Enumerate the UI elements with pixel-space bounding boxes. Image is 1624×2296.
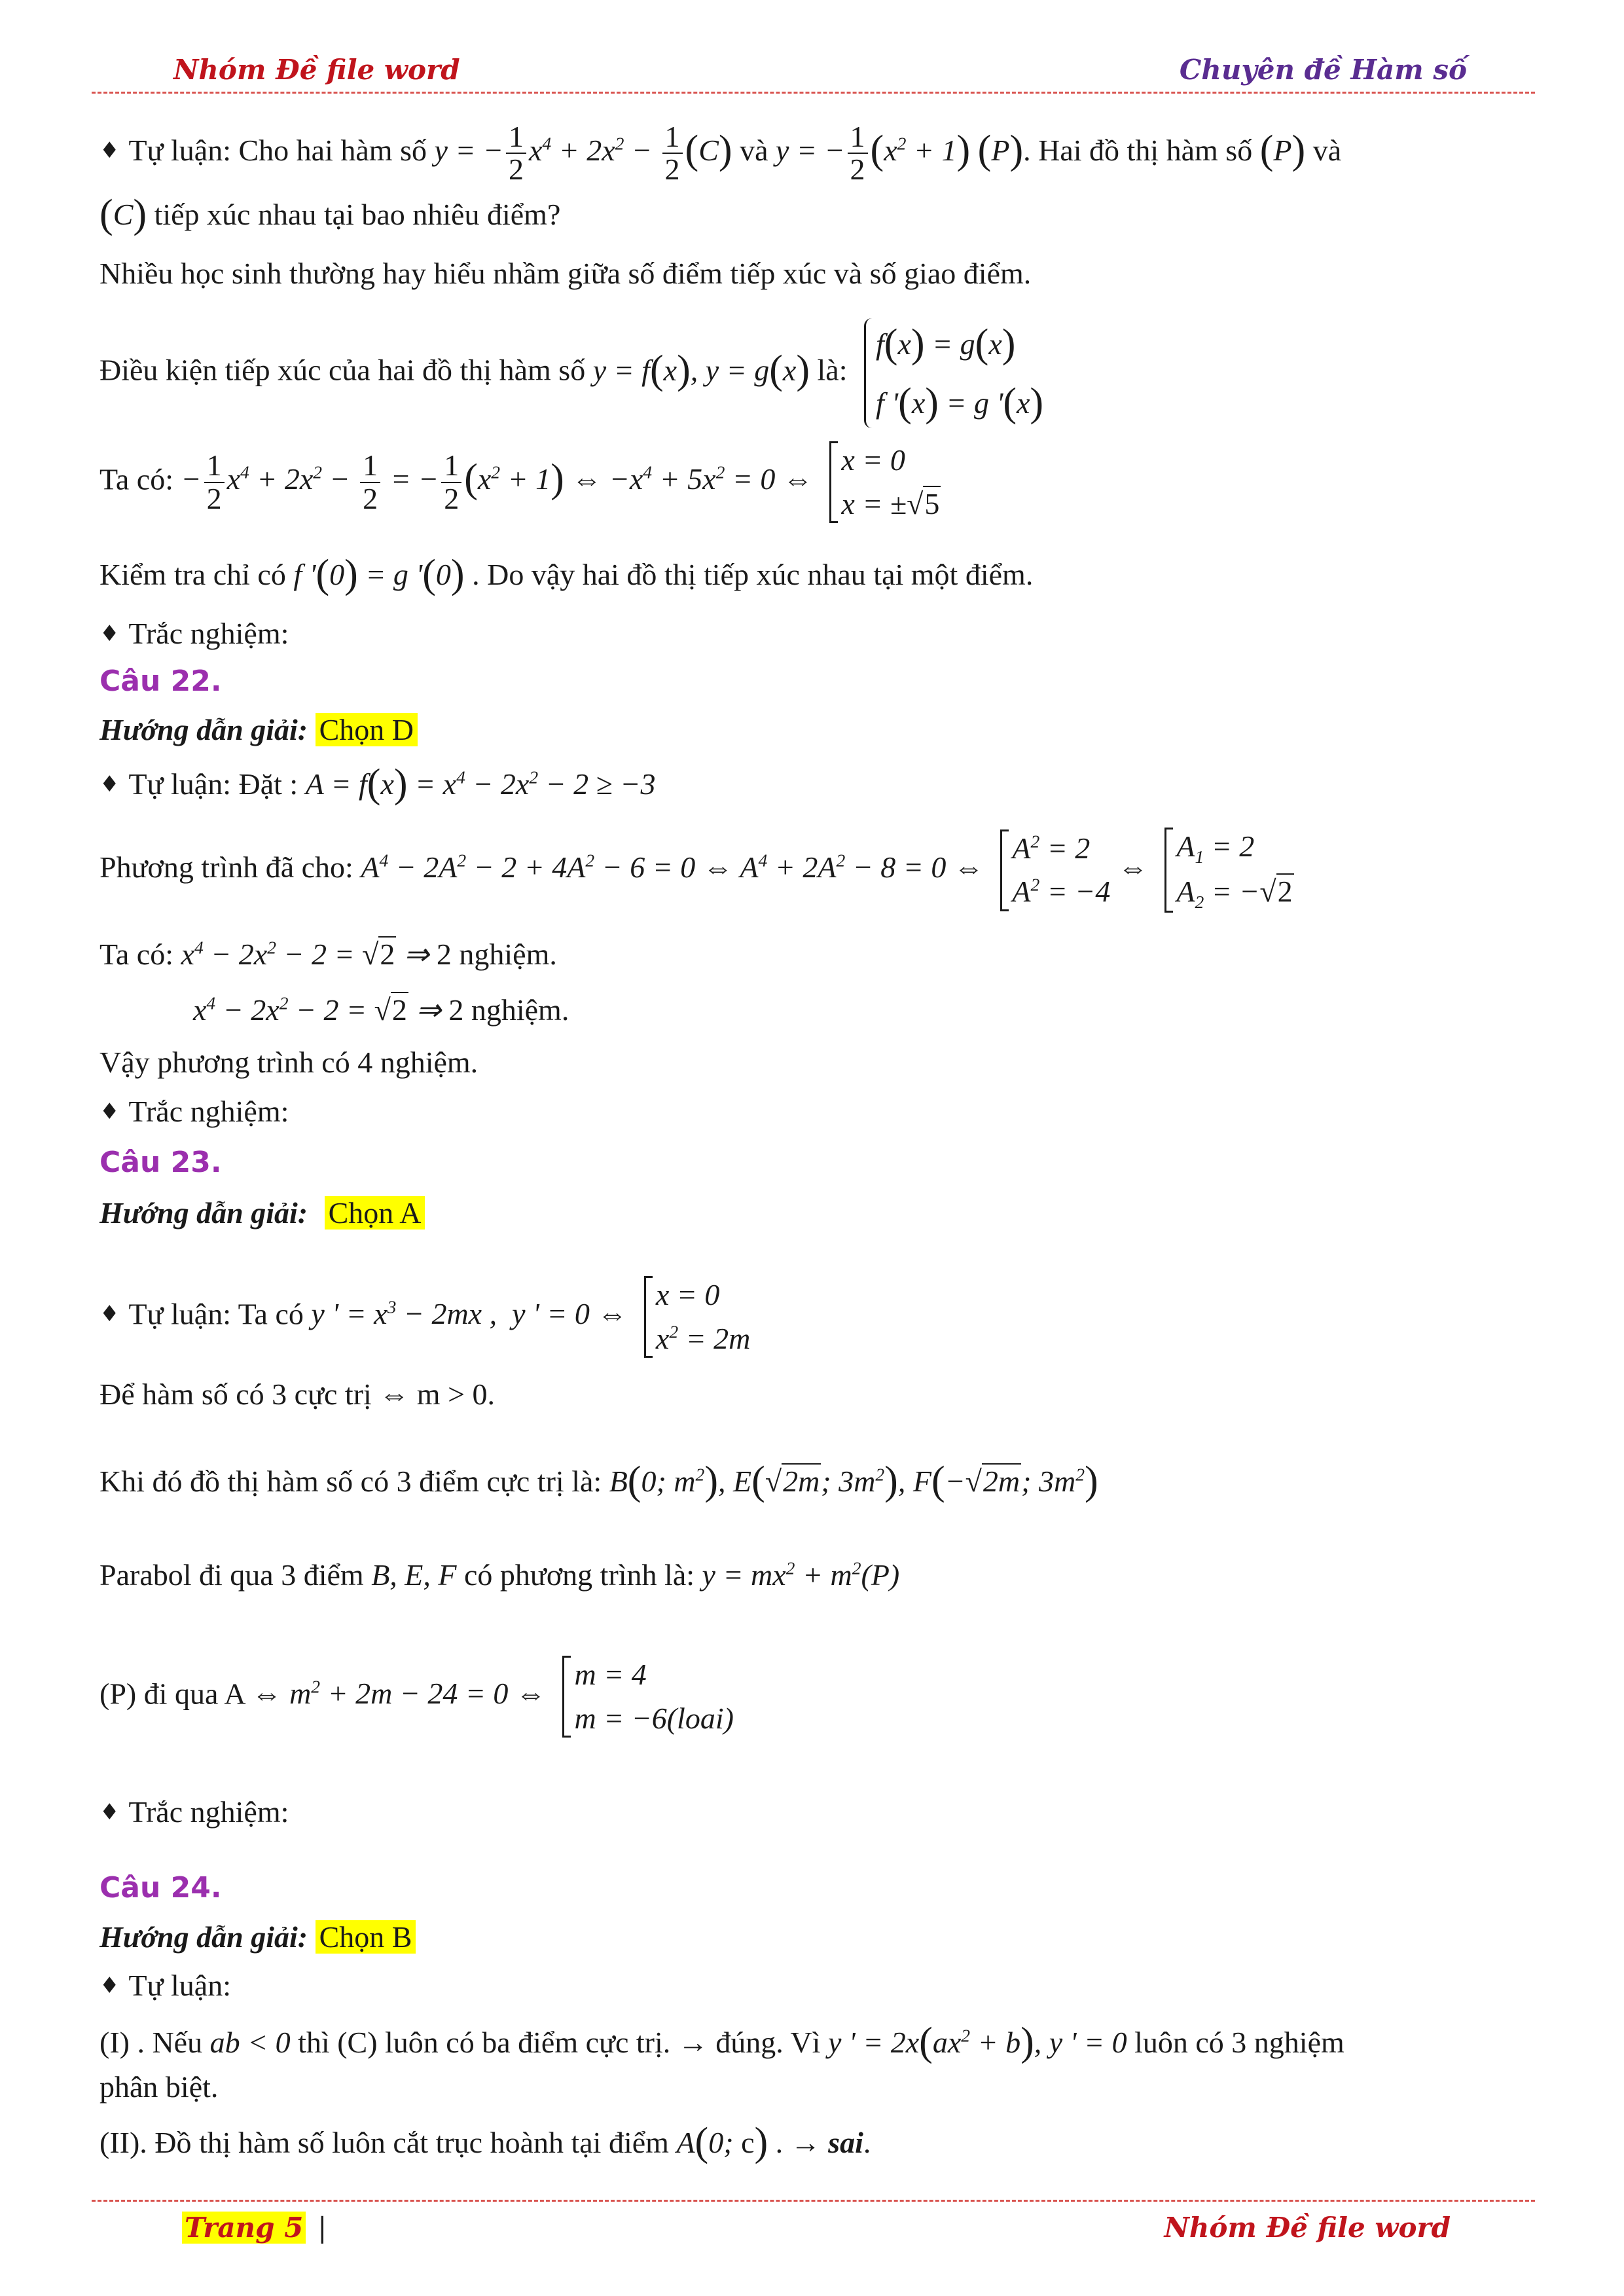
roots-bracket: x = 0 x = ±√5	[827, 439, 941, 526]
diamond-bullet-icon: ♦	[99, 1973, 120, 1999]
q24-statement-ii: (II). Đồ thị hàm số luôn cắt trục hoành tại điểm A(0; c) . → sai.	[99, 2120, 871, 2164]
header-topic: Chuyên đề Hàm số	[1179, 54, 1467, 86]
q23-condition: Để hàm số có 3 cực trị ⇔ m > 0.	[99, 1377, 496, 1411]
header-group-name: Nhóm Đề file word	[173, 54, 460, 86]
q22-equation: Phương trình đã cho: $A^4 - 2A^2 - 2 + 4A^2 - 6 = 0$ ⇔ $A^4 + 2A^2 - 8 = 0$ ⇔ $A^2 = 2$ $A^2 = -4$ ⇔ $A_1 = 2$ $A_2 = -√2$	[99, 825, 1294, 915]
answer-badge: Chọn D	[316, 713, 418, 746]
tangency-condition: Điều kiện tiếp xúc của hai đồ thị hàm số y = f(x), y = g(x) là: f(x) = g(x) f '(x) = g '(x)	[99, 314, 1043, 432]
tn-line-21: ♦ Trắc nghiệm:	[99, 617, 289, 650]
tn-line-23: ♦ Trắc nghiệm:	[99, 1795, 289, 1829]
question-23-guide: Hướng dẫn giải: Chọn A	[99, 1195, 425, 1230]
q23-roots-bracket: x = 0 $x^2 = 2m$	[641, 1273, 750, 1360]
q23-derivative: ♦ Tự luận: Ta có y ' = $x^3 - 2mx$ , y ' = 0 ⇔ x = 0 $x^2 = 2m$	[99, 1273, 750, 1360]
q22-substitution: ♦ Tự luận: Đặt : $A = f(x) = x^4 - 2x^2 - 2 \ge -3$	[99, 761, 656, 806]
q23-m-bracket: m = 4 m = −6(loai)	[560, 1653, 734, 1740]
q24-tl: ♦ Tự luận:	[99, 1969, 231, 2002]
diamond-bullet-icon: ♦	[99, 771, 120, 797]
diamond-bullet-icon: ♦	[99, 137, 120, 164]
q23-p-through-a: (P) đi qua A ⇔ $m^2 + 2m - 24 = 0$ ⇔ m = 4 m = −6(loai)	[99, 1653, 734, 1740]
diamond-bullet-icon: ♦	[99, 1099, 120, 1125]
answer-badge: Chọn B	[316, 1920, 416, 1954]
footer-group-name: Nhóm Đề file word	[1164, 2212, 1451, 2244]
q22-conclusion: Vậy phương trình có 4 nghiệm.	[99, 1046, 478, 1079]
footer-divider	[92, 2200, 1535, 2202]
tl-question-line: ♦ Tự luận: Cho hai hàm số y = − $\frac{1}{2}$ $x^4 + 2x^2$ − $\frac{1}{2}$ (C) và y = − $\frac{1}{2}$ $(x^2 + 1)$ (P). Hai đồ thị hàm số (P) và	[99, 120, 1342, 187]
check-line: Kiểm tra chỉ có f '(0) = g '(0) . Do vậy hai đồ thị tiếp xúc nhau tại một điểm.	[99, 552, 1034, 596]
q22-bracket-1: $A^2 = 2$ $A^2 = -4$	[998, 827, 1110, 914]
q23-parabola: Parabol đi qua 3 điểm B, E, F có phương trình là: $y = mx^2 + m^2(P)$	[99, 1558, 900, 1592]
page-number: Trang 5	[182, 2212, 306, 2244]
answer-badge: Chọn A	[325, 1196, 425, 1230]
question-24-title: Câu 24.	[99, 1871, 222, 1904]
q22-bracket-2: $A_1 = 2$ $A_2 = -√2$	[1162, 825, 1293, 915]
tl-question-line-2: (C) tiếp xúc nhau tại bao nhiêu điểm?	[99, 192, 561, 236]
q22-root-line-1: Ta có: $x^4 - 2x^2 - 2 = √2$ ⇒ 2 nghiệm.	[99, 937, 557, 971]
condition-system: f(x) = g(x) f '(x) = g '(x)	[861, 314, 1043, 432]
diamond-bullet-icon: ♦	[99, 621, 120, 647]
diamond-bullet-icon: ♦	[99, 1301, 120, 1328]
question-24-guide: Hướng dẫn giải: Chọn B	[99, 1920, 416, 1954]
q23-extrema: Khi đó đồ thị hàm số có 3 điểm cực trị là: B(0; $m^2$), E(√2m; $3m^2$), F(−√2m; $3m^2$)	[99, 1459, 1098, 1503]
q24-statement-i: (I) . Nếu ab < 0 thì (C) luôn có ba điểm cực trị. → đúng. Vì y ' = $2x(ax^2 + b)$, y ' = 0 luôn có 3 nghiệm	[99, 2020, 1344, 2064]
misconception-note: Nhiều học sinh thường hay hiểu nhầm giữa số điểm tiếp xúc và số giao điểm.	[99, 257, 1032, 290]
q22-root-line-2: $x^4 - 2x^2 - 2 = √2$ ⇒ 2 nghiệm.	[193, 993, 569, 1027]
q24-statement-i-cont: phân biệt.	[99, 2070, 219, 2104]
tn-line-22: ♦ Trắc nghiệm:	[99, 1095, 289, 1128]
question-22-guide: Hướng dẫn giải: Chọn D	[99, 712, 418, 747]
footer-page: Trang 5 |	[182, 2212, 327, 2244]
question-23-title: Câu 23.	[99, 1146, 222, 1179]
diamond-bullet-icon: ♦	[99, 1799, 120, 1825]
equation-solution: Ta có: − $\frac{1}{2}$ $x^4 + 2x^2$ − $\frac{1}{2}$ = − $\frac{1}{2}$ $(x^2 + 1)$ ⇔ $-x^4 + 5x^2 = 0$ ⇔ x = 0 x = ±√5	[99, 439, 941, 526]
header-divider	[92, 92, 1535, 94]
question-22-title: Câu 22.	[99, 665, 222, 698]
